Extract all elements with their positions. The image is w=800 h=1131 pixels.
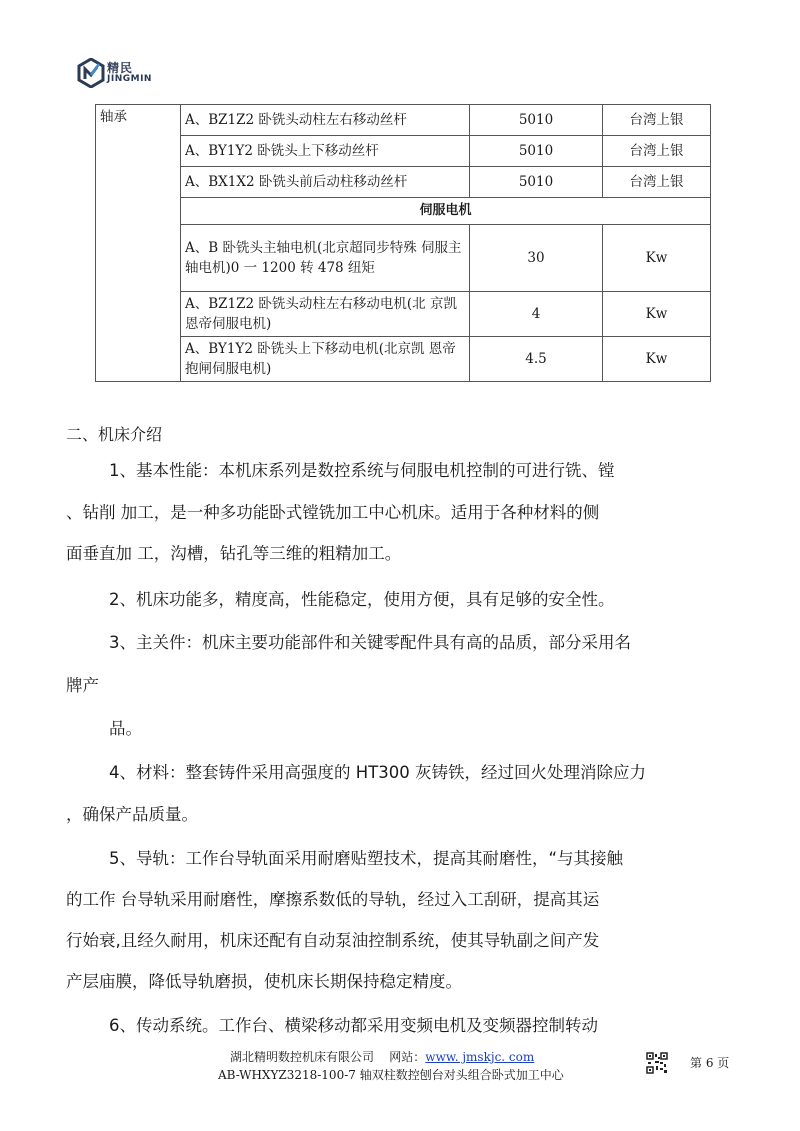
bearing-brand: 台湾上银 [603,167,711,198]
paragraph-line: 5、导轨：工作台导轨面采用耐磨贴塑技术，提高其耐磨性，“与其接触 [109,849,624,868]
table-row [96,136,711,167]
paragraph-line: 、钻削 加工，是一种多功能卧式镗铣加工中心机床。适用于各种材料的侧 [66,503,600,522]
paragraph-line: 牌产 [66,676,99,695]
company-logo [77,58,157,92]
table-section-row [96,198,711,225]
table-row [96,337,711,382]
bearing-brand: 台湾上银 [603,136,711,167]
paragraph-line: 4、材料：整套铸件采用高强度的 HT300 灰铸铁，经过回火处理消除应力 [109,763,646,782]
paragraph-line: 行始衰,且经久耐用，机床还配有自动泵油控制系统，使其导轨副之间产发 [66,931,600,950]
paragraph-line: 产层庙膜，降低导轨磨损，使机床长期保持稳定精度。 [66,972,462,991]
paragraph-line: 面垂直加 工，沟槽，钻孔等三维的粗精加工。 [66,544,402,563]
bearing-desc: A、BZ1Z2 卧铣头动柱左右移动丝杆 [181,105,470,136]
paragraph-line: ，确保产品质量。 [66,805,198,824]
paragraph-line: 1、基本性能：本机床系列是数控系统与伺服电机控制的可进行铣、镗 [109,461,615,480]
logo-hexagon-icon [77,58,105,88]
bearing-value: 5010 [470,105,603,136]
category-cell: 轴承 [96,105,181,382]
logo-brand-cn: 精民 [107,61,134,75]
bearing-value: 5010 [470,167,603,198]
bearing-brand: 台湾上银 [603,105,711,136]
paragraph-line: 的工作 台导轨采用耐磨性，摩擦系数低的导轨，经过入工刮研，提高其运 [66,890,600,909]
page-number: 第 6 页 [690,1056,730,1070]
table-row [96,292,711,337]
servo-value: 4 [470,292,603,337]
servo-unit: Kw [603,225,711,292]
servo-unit: Kw [603,292,711,337]
table-row [96,225,711,292]
bearing-desc: A、BY1Y2 卧铣头上下移动丝杆 [181,136,470,167]
paragraph-line: 6、传动系统。工作台、横梁移动都采用变频电机及变频器控制转动 [109,1016,598,1035]
qr-code-icon [646,1052,668,1074]
footer-company-line [230,1048,534,1065]
servo-desc: A、BY1Y2 卧铣头上下移动电机(北京凯 恩帝抱闸伺服电机) [181,337,470,382]
servo-value: 4.5 [470,337,603,382]
paragraph-line: 3、主关件：机床主要功能部件和关键零配件具有高的品质，部分采用名 [109,633,631,652]
bearing-value: 5010 [470,136,603,167]
table-row [96,167,711,198]
website-label: 网站： [389,1050,426,1064]
paragraph-line: 2、机床功能多，精度高，性能稳定，使用方便，具有足够的安全性。 [109,590,615,609]
section-title: 二、机床介绍 [66,425,163,444]
servo-value: 30 [470,225,603,292]
servo-desc: A、B 卧铣头主轴电机(北京超同步特殊 伺服主轴电机)0 一 1200 转 478 纽矩 [181,225,470,292]
servo-desc: A、BZ1Z2 卧铣头动柱左右移动电机(北 京凯恩帝伺服电机) [181,292,470,337]
bearing-desc: A、BX1X2 卧铣头前后动柱移动丝杆 [181,167,470,198]
servo-unit: Kw [603,337,711,382]
company-name: 湖北精明数控机床有限公司 [230,1050,375,1064]
paragraph-line: 品。 [109,719,142,738]
logo-brand-en: JINGMIN [107,74,152,84]
table-row [96,105,711,136]
website-link[interactable]: www. jmskjc. com [425,1050,535,1064]
spec-table [95,104,711,382]
servo-section-title: 伺服电机 [181,198,711,225]
document-id: AB-WHXYZ3218-100-7 轴双柱数控刨台对头组合卧式加工中心 [218,1068,564,1082]
